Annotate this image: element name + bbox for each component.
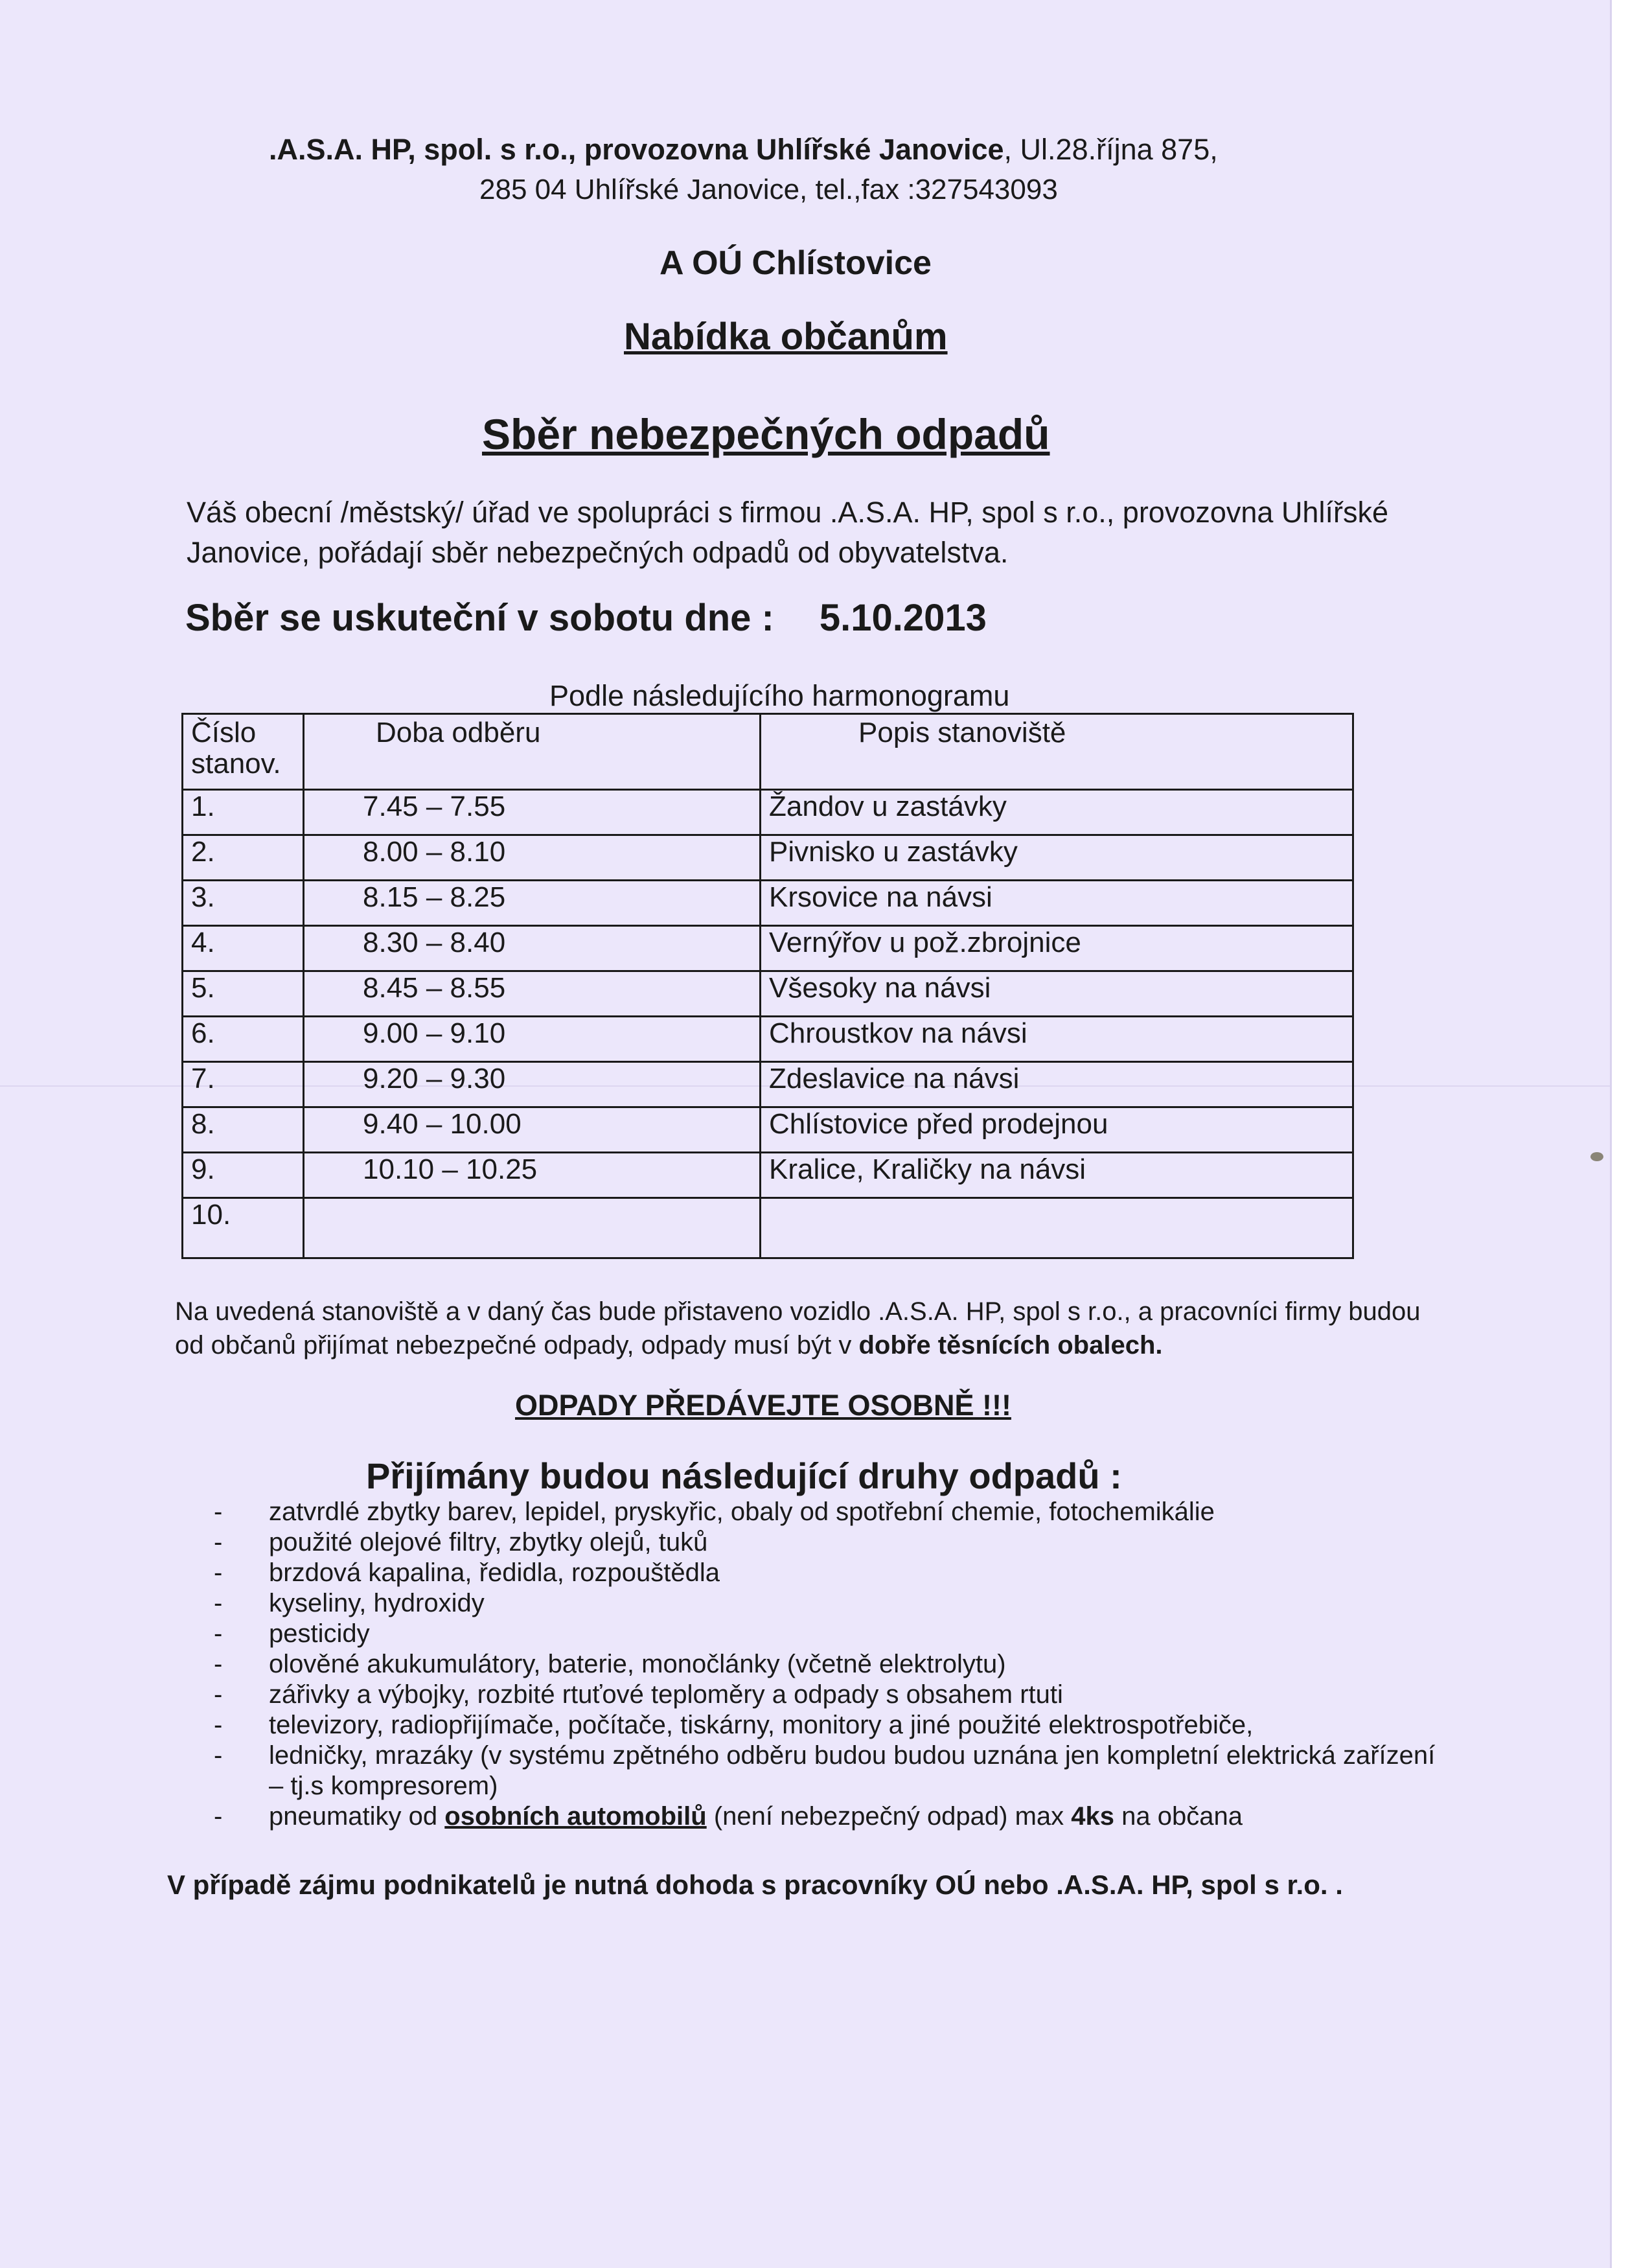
station-number: 1. bbox=[183, 790, 304, 835]
waste-type-list bbox=[214, 1497, 1445, 1832]
collection-time: 7.45 – 7.55 bbox=[304, 790, 761, 835]
list-item: - ledničky, mrazáky (v systému zpětného odběru budou budou uznána jen kompletní elektrická zařízení – tj.s kompresorem) bbox=[214, 1741, 1445, 1801]
note-bold: dobře těsnících obalech. bbox=[858, 1331, 1163, 1360]
date-line bbox=[185, 596, 987, 640]
schedule-caption: Podle následujícího harmonogramu bbox=[549, 679, 1010, 712]
collection-title: Sběr nebezpečných odpadů bbox=[482, 410, 1050, 458]
list-item: - kyseliny, hydroxidy bbox=[214, 1588, 1445, 1619]
station-place: Pivnisko u zastávky bbox=[761, 835, 1353, 881]
list-item: - zatvrdlé zbytky barev, lepidel, pryskyřic, obaly od spotřební chemie, fotochemikálie bbox=[214, 1497, 1445, 1527]
instructions-note bbox=[175, 1295, 1445, 1362]
collection-time: 8.00 – 8.10 bbox=[304, 835, 761, 881]
collection-time: 9.00 – 9.10 bbox=[304, 1017, 761, 1062]
table-row bbox=[183, 1062, 1353, 1107]
table-row bbox=[183, 971, 1353, 1017]
station-number: 8. bbox=[183, 1107, 304, 1153]
collection-time: 10.10 – 10.25 bbox=[304, 1153, 761, 1198]
company-line bbox=[269, 133, 1218, 167]
company-address: 285 04 Uhlířské Janovice, tel.,fax :327543093 bbox=[479, 174, 1058, 205]
list-item: - pesticidy bbox=[214, 1619, 1445, 1649]
tyres-limit: 4ks bbox=[1071, 1802, 1115, 1831]
collection-date: 5.10.2013 bbox=[819, 597, 987, 639]
collection-time: 9.20 – 9.30 bbox=[304, 1062, 761, 1107]
station-place: Vernýřov u pož.zbrojnice bbox=[761, 926, 1353, 971]
footer-note: V případě zájmu podnikatelů je nutná dohoda s pracovníky OÚ nebo .A.S.A. HP, spol s r.o. . bbox=[167, 1869, 1343, 1900]
header-station-number: Číslo stanov. bbox=[183, 714, 304, 790]
station-number: 9. bbox=[183, 1153, 304, 1198]
table-row bbox=[183, 926, 1353, 971]
station-number: 4. bbox=[183, 926, 304, 971]
collection-time: 8.45 – 8.55 bbox=[304, 971, 761, 1017]
table-row bbox=[183, 1017, 1353, 1062]
intro-paragraph: Váš obecní /městský/ úřad ve spolupráci s firmou .A.S.A. HP, spol s r.o., provozovna Uhlířské Janovice, pořádají sběr nebezpečných odpadů od obyvatelstva. bbox=[187, 496, 1388, 569]
station-place: Všesoky na návsi bbox=[761, 971, 1353, 1017]
schedule-table bbox=[181, 713, 1354, 1259]
table-row bbox=[183, 835, 1353, 881]
tyres-prefix: pneumatiky od bbox=[269, 1802, 445, 1831]
list-item: - televizory, radiopřijímače, počítače, tiskárny, monitory a jiné použité elektrospotřebiče, bbox=[214, 1710, 1445, 1741]
collection-time: 9.40 – 10.00 bbox=[304, 1107, 761, 1153]
schedule-header-row bbox=[183, 714, 1353, 790]
station-place: Chlístovice před prodejnou bbox=[761, 1107, 1353, 1153]
station-place: Žandov u zastávky bbox=[761, 790, 1353, 835]
collection-time: 8.30 – 8.40 bbox=[304, 926, 761, 971]
tyres-middle: (není nebezpečný odpad) max bbox=[706, 1802, 1072, 1831]
station-place bbox=[761, 1198, 1353, 1258]
station-number: 2. bbox=[183, 835, 304, 881]
table-row bbox=[183, 1107, 1353, 1153]
scan-speck bbox=[1590, 1152, 1603, 1161]
list-item: - brzdová kapalina, ředidla, rozpouštědla bbox=[214, 1558, 1445, 1588]
table-row bbox=[183, 881, 1353, 926]
note-text: Na uvedená stanoviště a v daný čas bude přistaveno vozidlo .A.S.A. HP, spol s r.o., a pracovníci firmy budou od občanů přijímat nebezpečné odpady, odpady musí být v bbox=[175, 1297, 1421, 1360]
collection-time bbox=[304, 1198, 761, 1258]
municipality-name: A OÚ Chlístovice bbox=[660, 244, 932, 282]
station-number: 10. bbox=[183, 1198, 304, 1258]
station-place: Zdeslavice na návsi bbox=[761, 1062, 1353, 1107]
table-row bbox=[183, 1153, 1353, 1198]
hand-in-personally-notice: ODPADY PŘEDÁVEJTE OSOBNĚ !!! bbox=[515, 1389, 1011, 1422]
date-label: Sběr se uskuteční v sobotu dne : bbox=[185, 597, 774, 639]
station-place: Kralice, Kraličky na návsi bbox=[761, 1153, 1353, 1198]
accepted-waste-heading: Přijímány budou následující druhy odpadů : bbox=[366, 1455, 1122, 1496]
station-number: 7. bbox=[183, 1062, 304, 1107]
collection-time: 8.15 – 8.25 bbox=[304, 881, 761, 926]
station-number: 6. bbox=[183, 1017, 304, 1062]
company-name: .A.S.A. HP, spol. s r.o., provozovna Uhlířské Janovice bbox=[269, 133, 1004, 166]
list-item: - zářivky a výbojky, rozbité rtuťové teploměry a odpady s obsahem rtuti bbox=[214, 1680, 1445, 1710]
table-row bbox=[183, 790, 1353, 835]
tyres-suffix: na občana bbox=[1114, 1802, 1243, 1831]
company-street: , Ul.28.října 875, bbox=[1004, 133, 1218, 166]
station-place: Krsovice na návsi bbox=[761, 881, 1353, 926]
tyres-underlined: osobních automobilů bbox=[444, 1802, 707, 1831]
offer-heading: Nabídka občanům bbox=[624, 316, 948, 358]
list-item-tyres bbox=[214, 1801, 1445, 1832]
header-station-description: Popis stanoviště bbox=[761, 714, 1353, 790]
header-collection-time: Doba odběru bbox=[304, 714, 761, 790]
list-item: - olověné akukumulátory, baterie, monočlánky (včetně elektrolytu) bbox=[214, 1649, 1445, 1680]
station-number: 3. bbox=[183, 881, 304, 926]
station-place: Chroustkov na návsi bbox=[761, 1017, 1353, 1062]
station-number: 5. bbox=[183, 971, 304, 1017]
list-item: - použité olejové filtry, zbytky olejů, tuků bbox=[214, 1527, 1445, 1558]
table-row bbox=[183, 1198, 1353, 1258]
